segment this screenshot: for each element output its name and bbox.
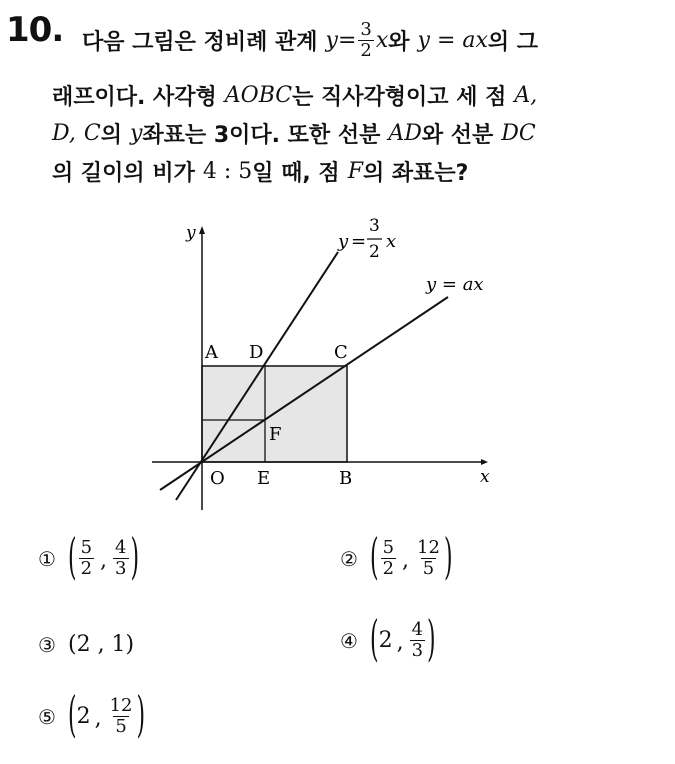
- choice-1[interactable]: [38, 531, 140, 586]
- fraction-3-2: $\frac{3}{2}$: [360, 19, 372, 61]
- line1-label-y: y: [338, 231, 349, 252]
- line1-label-eq: =: [351, 231, 367, 252]
- choice-5-frac: $\frac{12}{5}$: [109, 695, 133, 737]
- choice-5[interactable]: [38, 689, 146, 744]
- q-text: 의 그: [487, 30, 539, 55]
- point-label-d: D: [249, 342, 264, 363]
- choice-marker: ④: [340, 628, 358, 653]
- choice-2-frac-1: $\frac{5}{2}$: [382, 537, 395, 579]
- q-text: 좌표는 3이다. 또한 선분: [142, 123, 381, 148]
- line2-label: y = ax: [426, 274, 484, 295]
- paren-open: (: [370, 531, 379, 586]
- q-text: 다음 그림은 정비례 관계: [82, 30, 318, 55]
- choice-marker: ⑤: [38, 704, 56, 729]
- paren-close: ): [443, 531, 453, 586]
- point-label-f: F: [269, 424, 282, 445]
- choice-4-a: 2: [378, 628, 393, 653]
- choice-marker: ②: [340, 546, 358, 571]
- paren-close: ): [136, 689, 146, 744]
- comma: ,: [100, 548, 108, 573]
- line1-label-x: x: [386, 231, 397, 252]
- comma: ,: [402, 548, 410, 573]
- choice-1-frac-1: $\frac{5}{2}$: [80, 537, 93, 579]
- q-text: 의 길이의 비가: [52, 161, 195, 186]
- choice-marker: ①: [38, 546, 56, 571]
- point-label-e: E: [257, 468, 271, 489]
- q-text: 의: [100, 123, 122, 148]
- math-F: F: [347, 159, 363, 184]
- x-axis-arrow: [481, 459, 488, 465]
- axis-label-y: y: [186, 223, 196, 243]
- point-label-a: A: [205, 342, 218, 363]
- y-axis-arrow: [199, 226, 205, 234]
- choice-5-a: 2: [76, 704, 91, 729]
- paren-open: (: [68, 531, 77, 586]
- paren-open: (: [68, 689, 77, 744]
- problem-number: 10.: [6, 10, 64, 50]
- line1-label-num: 3: [369, 216, 380, 236]
- q-text: 와: [388, 30, 410, 55]
- comma: ,: [94, 706, 102, 731]
- choice-2-frac-2: $\frac{12}{5}$: [417, 537, 440, 579]
- comma: ,: [396, 630, 404, 655]
- choice-4[interactable]: [340, 613, 436, 668]
- axis-label-x: x: [480, 467, 490, 487]
- q-text: 와 선분: [421, 123, 494, 148]
- math-C: C: [83, 121, 101, 146]
- math-y2: y: [129, 121, 143, 146]
- q-text: 의 좌표는?: [362, 161, 469, 186]
- math-y: y: [325, 28, 338, 53]
- math-DC: DC: [501, 121, 536, 146]
- paren-close: ): [130, 531, 140, 586]
- math-x: x: [375, 28, 389, 53]
- point-label-b: B: [339, 468, 353, 489]
- math-A: A,: [514, 83, 538, 108]
- paren-close: ): [427, 613, 436, 668]
- choice-4-frac: $\frac{4}{3}$: [411, 619, 424, 661]
- line1-label-den: 2: [369, 242, 380, 262]
- math-eq: =: [337, 28, 357, 53]
- choice-2[interactable]: [340, 531, 453, 586]
- q-text: 래프이다. 사각형: [52, 85, 217, 110]
- math-ratio: 4 : 5: [202, 159, 253, 184]
- paren-open: (: [370, 613, 379, 668]
- choice-3-text: (2 , 1): [68, 632, 135, 657]
- math-D: D,: [52, 121, 76, 146]
- math-aobc: AOBC: [224, 83, 293, 108]
- choice-3[interactable]: [38, 632, 134, 657]
- point-label-o: O: [210, 468, 225, 489]
- math-AD: AD: [388, 121, 422, 146]
- q-text: 는 직사각형이고 세 점: [292, 85, 507, 110]
- choice-marker: ③: [38, 632, 56, 657]
- choice-1-frac-2: $\frac{4}{3}$: [115, 537, 127, 579]
- q-text: 일 때, 점: [252, 161, 340, 186]
- point-label-c: C: [334, 342, 348, 363]
- math-y-ax: y = ax: [417, 28, 488, 53]
